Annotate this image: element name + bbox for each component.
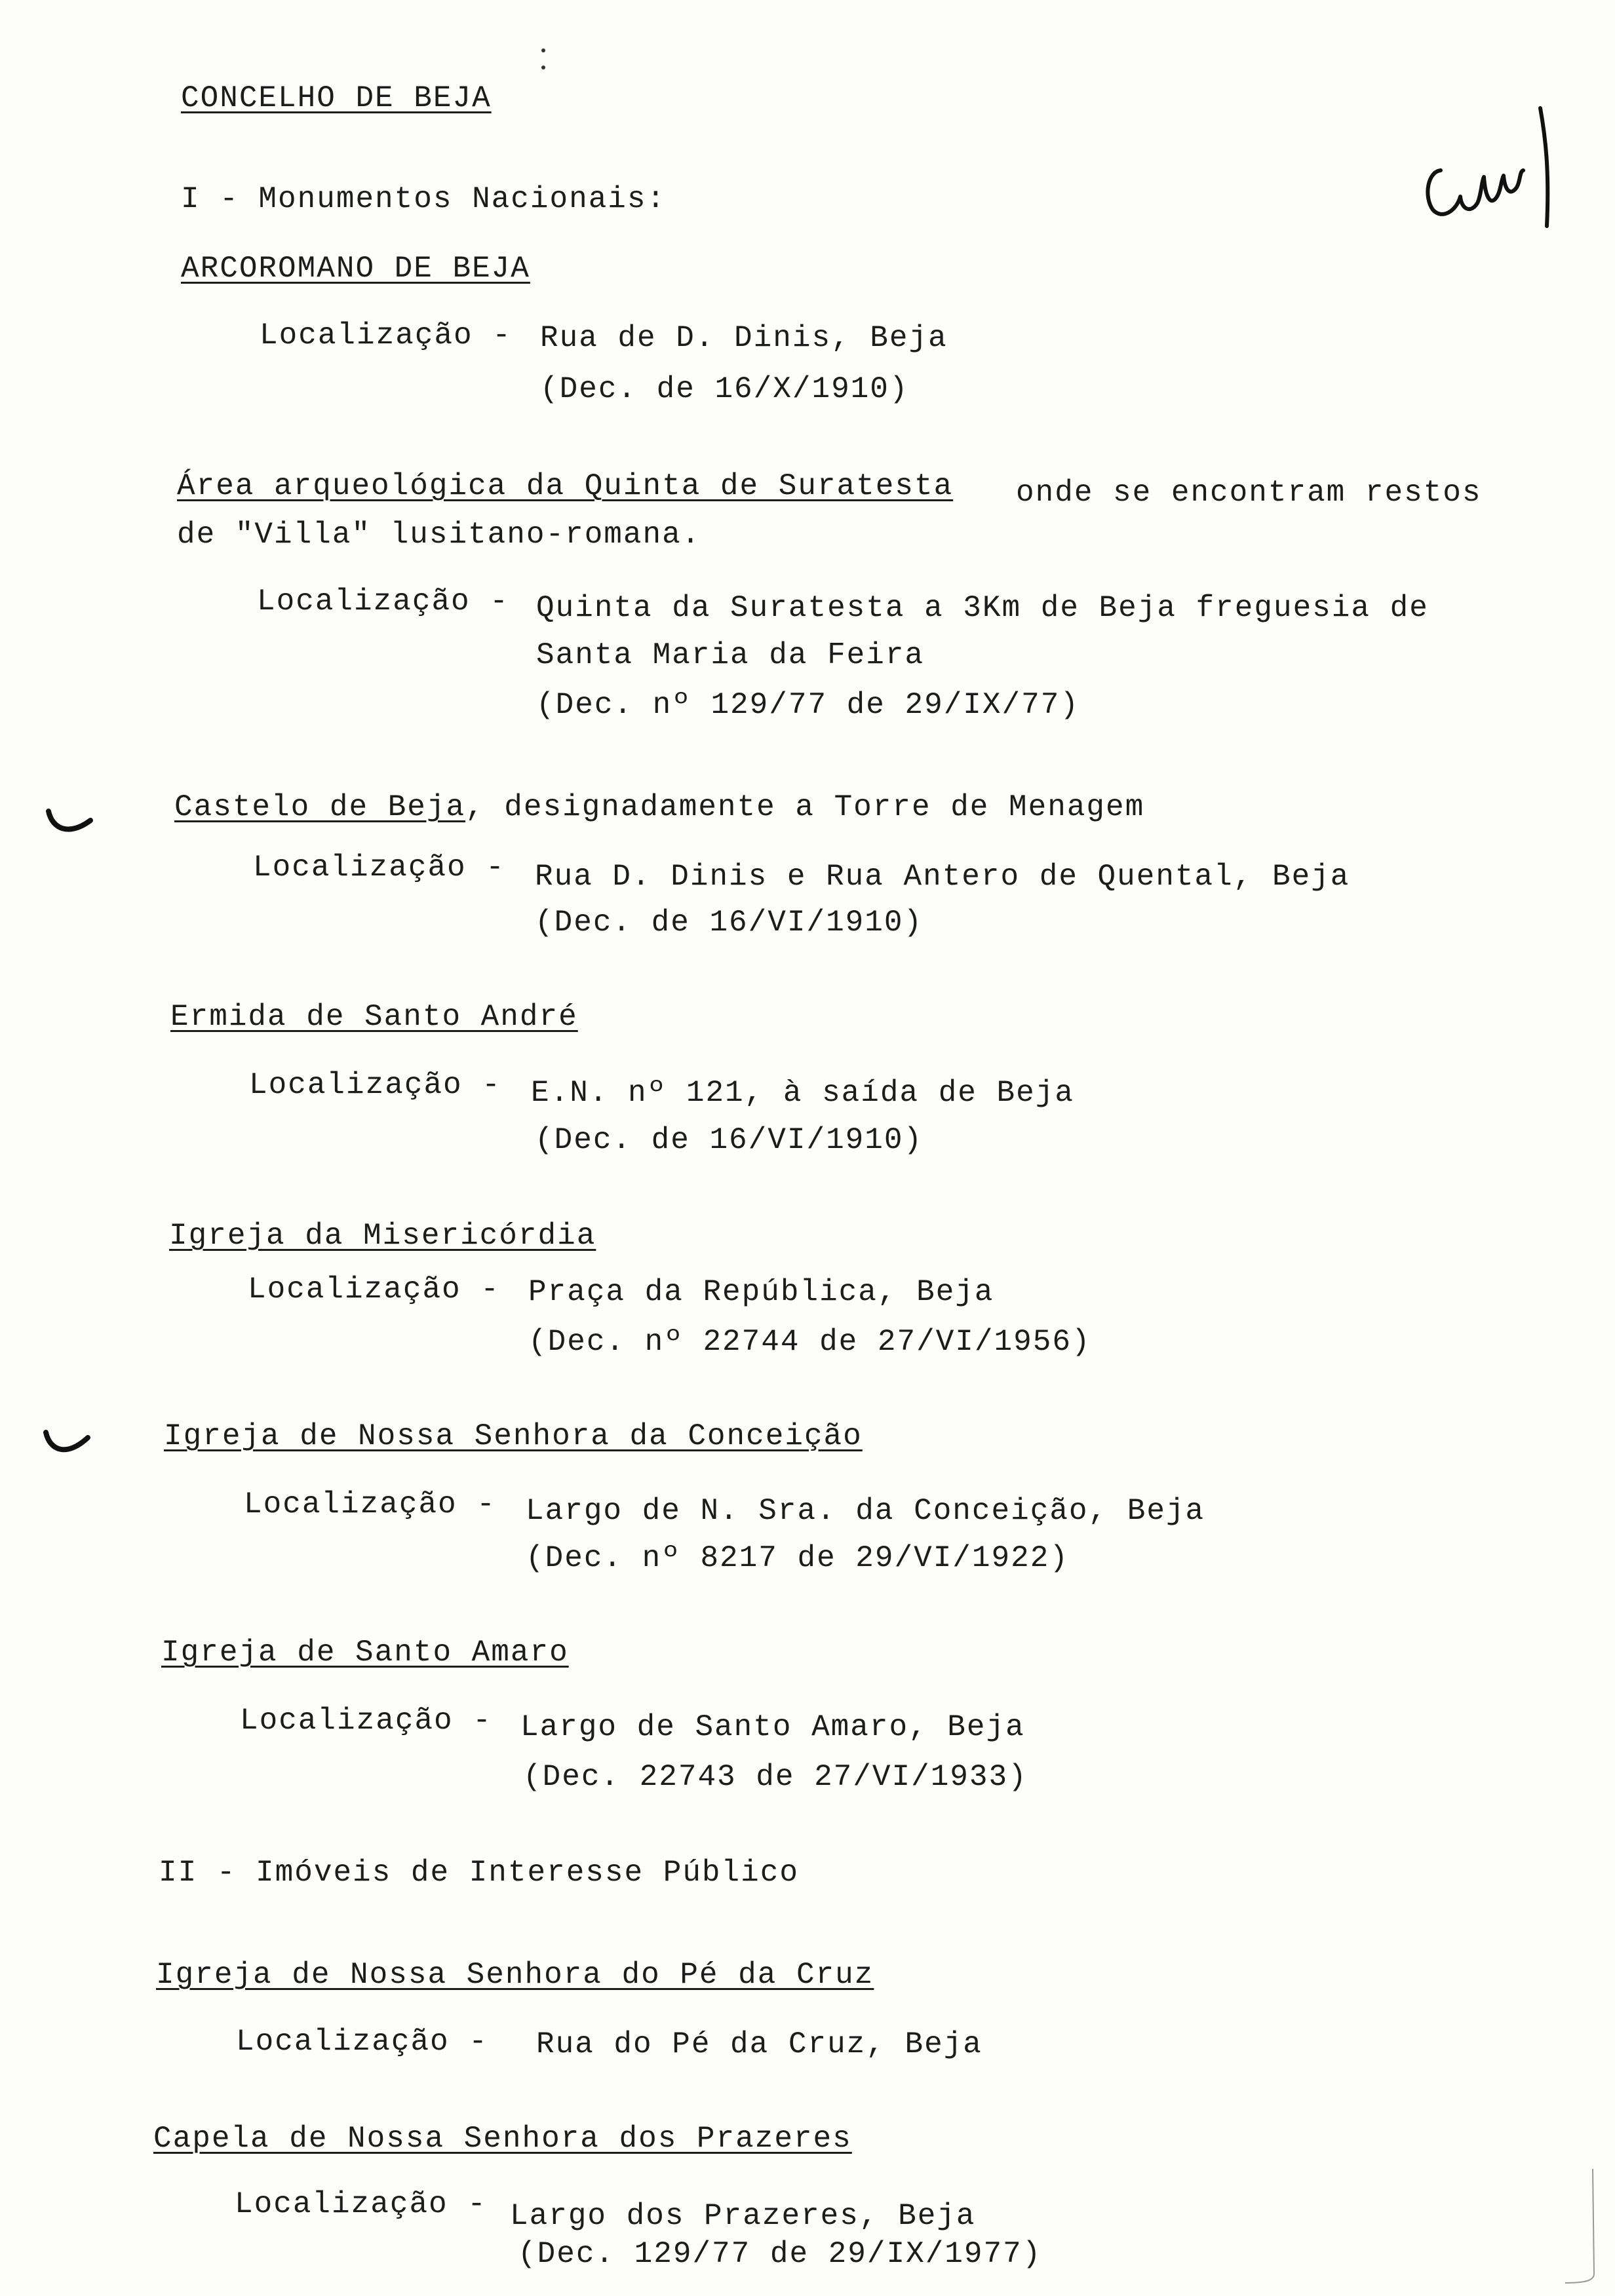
- location-label: Localização -: [260, 318, 512, 353]
- monument-name: Castelo de Beja: [174, 790, 466, 824]
- monument-description: , designadamente a Torre de Menagem: [465, 790, 1145, 824]
- check-mark: [43, 803, 96, 843]
- location-text: Praça da República, Beja: [528, 1275, 994, 1309]
- decree: (Dec. nº 8217 de 29/VI/1922): [526, 1541, 1069, 1575]
- location-label: Localização -: [236, 2025, 488, 2059]
- monument-description: onde se encontram restos: [1016, 476, 1482, 510]
- decree: (Dec. de 16/VI/1910): [535, 1123, 924, 1157]
- monument-name: ARCOROMANO DE BEJA: [181, 252, 530, 286]
- location-label: Localização -: [235, 2187, 487, 2221]
- location-text: E.N. nº 121, à saída de Beja: [531, 1076, 1074, 1110]
- ink-speck: [541, 66, 545, 69]
- handwritten-initials: [1416, 98, 1566, 229]
- monument-name: Igreja da Misericórdia: [169, 1219, 596, 1253]
- location-text: Rua do Pé da Cruz, Beja: [536, 2027, 983, 2061]
- decree: (Dec. de 16/X/1910): [540, 372, 909, 406]
- decree: (Dec. 129/77 de 29/IX/1977): [518, 2237, 1042, 2271]
- monument-name: Ermida de Santo André: [170, 1000, 578, 1034]
- monument-name: Igreja de Nossa Senhora da Conceição: [164, 1419, 863, 1453]
- decree: (Dec. nº 22744 de 27/VI/1956): [528, 1325, 1091, 1359]
- location-text: Rua D. Dinis e Rua Antero de Quental, Beja: [535, 860, 1350, 894]
- monument-heading: [174, 789, 1144, 826]
- section-heading-2: II - Imóveis de Interesse Público: [159, 1856, 799, 1890]
- decree: (Dec. nº 129/77 de 29/IX/77): [536, 688, 1080, 722]
- location-label: Localização -: [248, 1272, 500, 1307]
- monument-name: Capela de Nossa Senhora dos Prazeres: [153, 2122, 852, 2156]
- location-label: Localização -: [240, 1704, 492, 1738]
- location-text: Largo de Santo Amaro, Beja: [520, 1710, 1025, 1744]
- location-text: Quinta da Suratesta a 3Km de Beja freguesia de: [536, 591, 1429, 625]
- decree: (Dec. 22743 de 27/VI/1933): [523, 1760, 1028, 1794]
- monument-name: Igreja de Nossa Senhora do Pé da Cruz: [156, 1958, 874, 1992]
- location-text: Santa Maria da Feira: [536, 638, 925, 672]
- location-label: Localização -: [253, 851, 505, 885]
- location-text: Largo de N. Sra. da Conceição, Beja: [526, 1494, 1205, 1528]
- page-title: CONCELHO DE BEJA: [181, 81, 492, 115]
- monument-description: de "Villa" lusitano-romana.: [177, 518, 701, 552]
- decree: (Dec. de 16/VI/1910): [535, 906, 924, 940]
- ink-speck: [541, 48, 545, 52]
- section-heading-1: I - Monumentos Nacionais:: [181, 182, 667, 216]
- location-text: Largo dos Prazeres, Beja: [510, 2199, 976, 2233]
- check-mark: [41, 1425, 93, 1464]
- page-edge-mark: [1560, 2162, 1599, 2287]
- monument-name: Igreja de Santo Amaro: [161, 1636, 569, 1670]
- monument-name: Área arqueológica da Quinta de Suratesta: [177, 469, 954, 503]
- location-label: Localização -: [244, 1487, 496, 1521]
- location-text: Rua de D. Dinis, Beja: [540, 321, 948, 355]
- location-label: Localização -: [249, 1068, 501, 1102]
- location-label: Localização -: [257, 584, 509, 619]
